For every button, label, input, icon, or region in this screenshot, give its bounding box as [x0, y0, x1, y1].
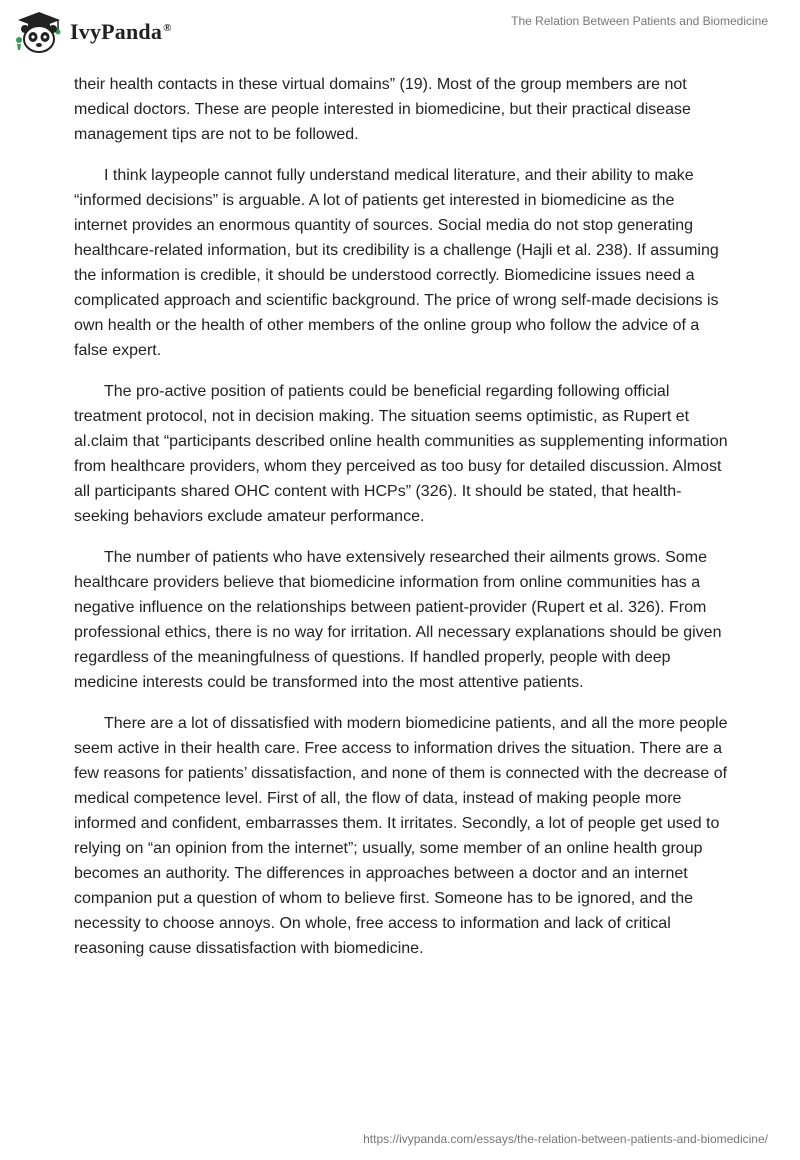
logo[interactable]: [14, 8, 172, 56]
document-title: The Relation Between Patients and Biomedicine: [511, 14, 768, 28]
paragraph: There are a lot of dissatisfied with modern biomedicine patients, and all the more people seem active in their health care. Free access to information drives the situation. There are a few reasons for patients’ dissatisfaction, and none of them is connected with the decrease of medical competence level. First of all, the flow of data, instead of making people more informed and confident, embarrasses them. It irritates. Secondly, a lot of people get used to relying on “an opinion from the internet”; usually, some member of an online health group becomes an authority. The differences in approaches between a doctor and an internet companion put a question of whom to believe first. Someone has to be ignored, and the necessity to choose annoys. On whole, free access to information and lack of critical reasoning cause dissatisfaction with biomedicine.: [74, 715, 728, 957]
essay-body: [74, 72, 732, 977]
panda-logo-icon: [14, 10, 64, 54]
source-url[interactable]: https://ivypanda.com/essays/the-relation-between-patients-and-biomedicine/: [363, 1132, 768, 1146]
paragraph: I think laypeople cannot fully understand medical literature, and their ability to make “informed decisions” is arguable. A lot of patients get interested in biomedicine as the internet provides an enormous quantity of sources. Social media do not stop generating healthcare-related information, but its credibility is a challenge (Hajli et al. 238). If assuming the information is credible, it should be understood correctly. Biomedicine issues need a complicated approach and scientific background. The price of wrong self-made decisions is own health or the health of other members of the online group who follow the advice of a false expert.: [74, 167, 719, 359]
brand-name: IvyPanda®: [70, 19, 172, 44]
page-header: [0, 0, 800, 64]
paragraph: The pro-active position of patients could be beneficial regarding following official treatment protocol, not in decision making. The situation seems optimistic, as Rupert et al.claim that “participants described online health communities as supplementing information from healthcare providers, whom they perceived as too busy for detailed discussion. Almost all participants shared OHC content with HCPs” (326). It should be stated, that health-seeking behaviors exclude amateur performance.: [74, 383, 728, 525]
paragraph: The number of patients who have extensively researched their ailments grows. Some healthcare providers believe that biomedicine information from online communities has a negative influence on the relationships between patient-provider (Rupert et al. 326). From professional ethics, there is no way for irritation. All necessary explanations should be given regardless of the meaningfulness of questions. If handled properly, people with deep medicine interests could be transformed into the most attentive patients.: [74, 549, 722, 691]
paragraph: their health contacts in these virtual domains” (19). Most of the group members are not medical doctors. These are people interested in biomedicine, but their practical disease management tips are not to be followed.: [74, 76, 691, 143]
